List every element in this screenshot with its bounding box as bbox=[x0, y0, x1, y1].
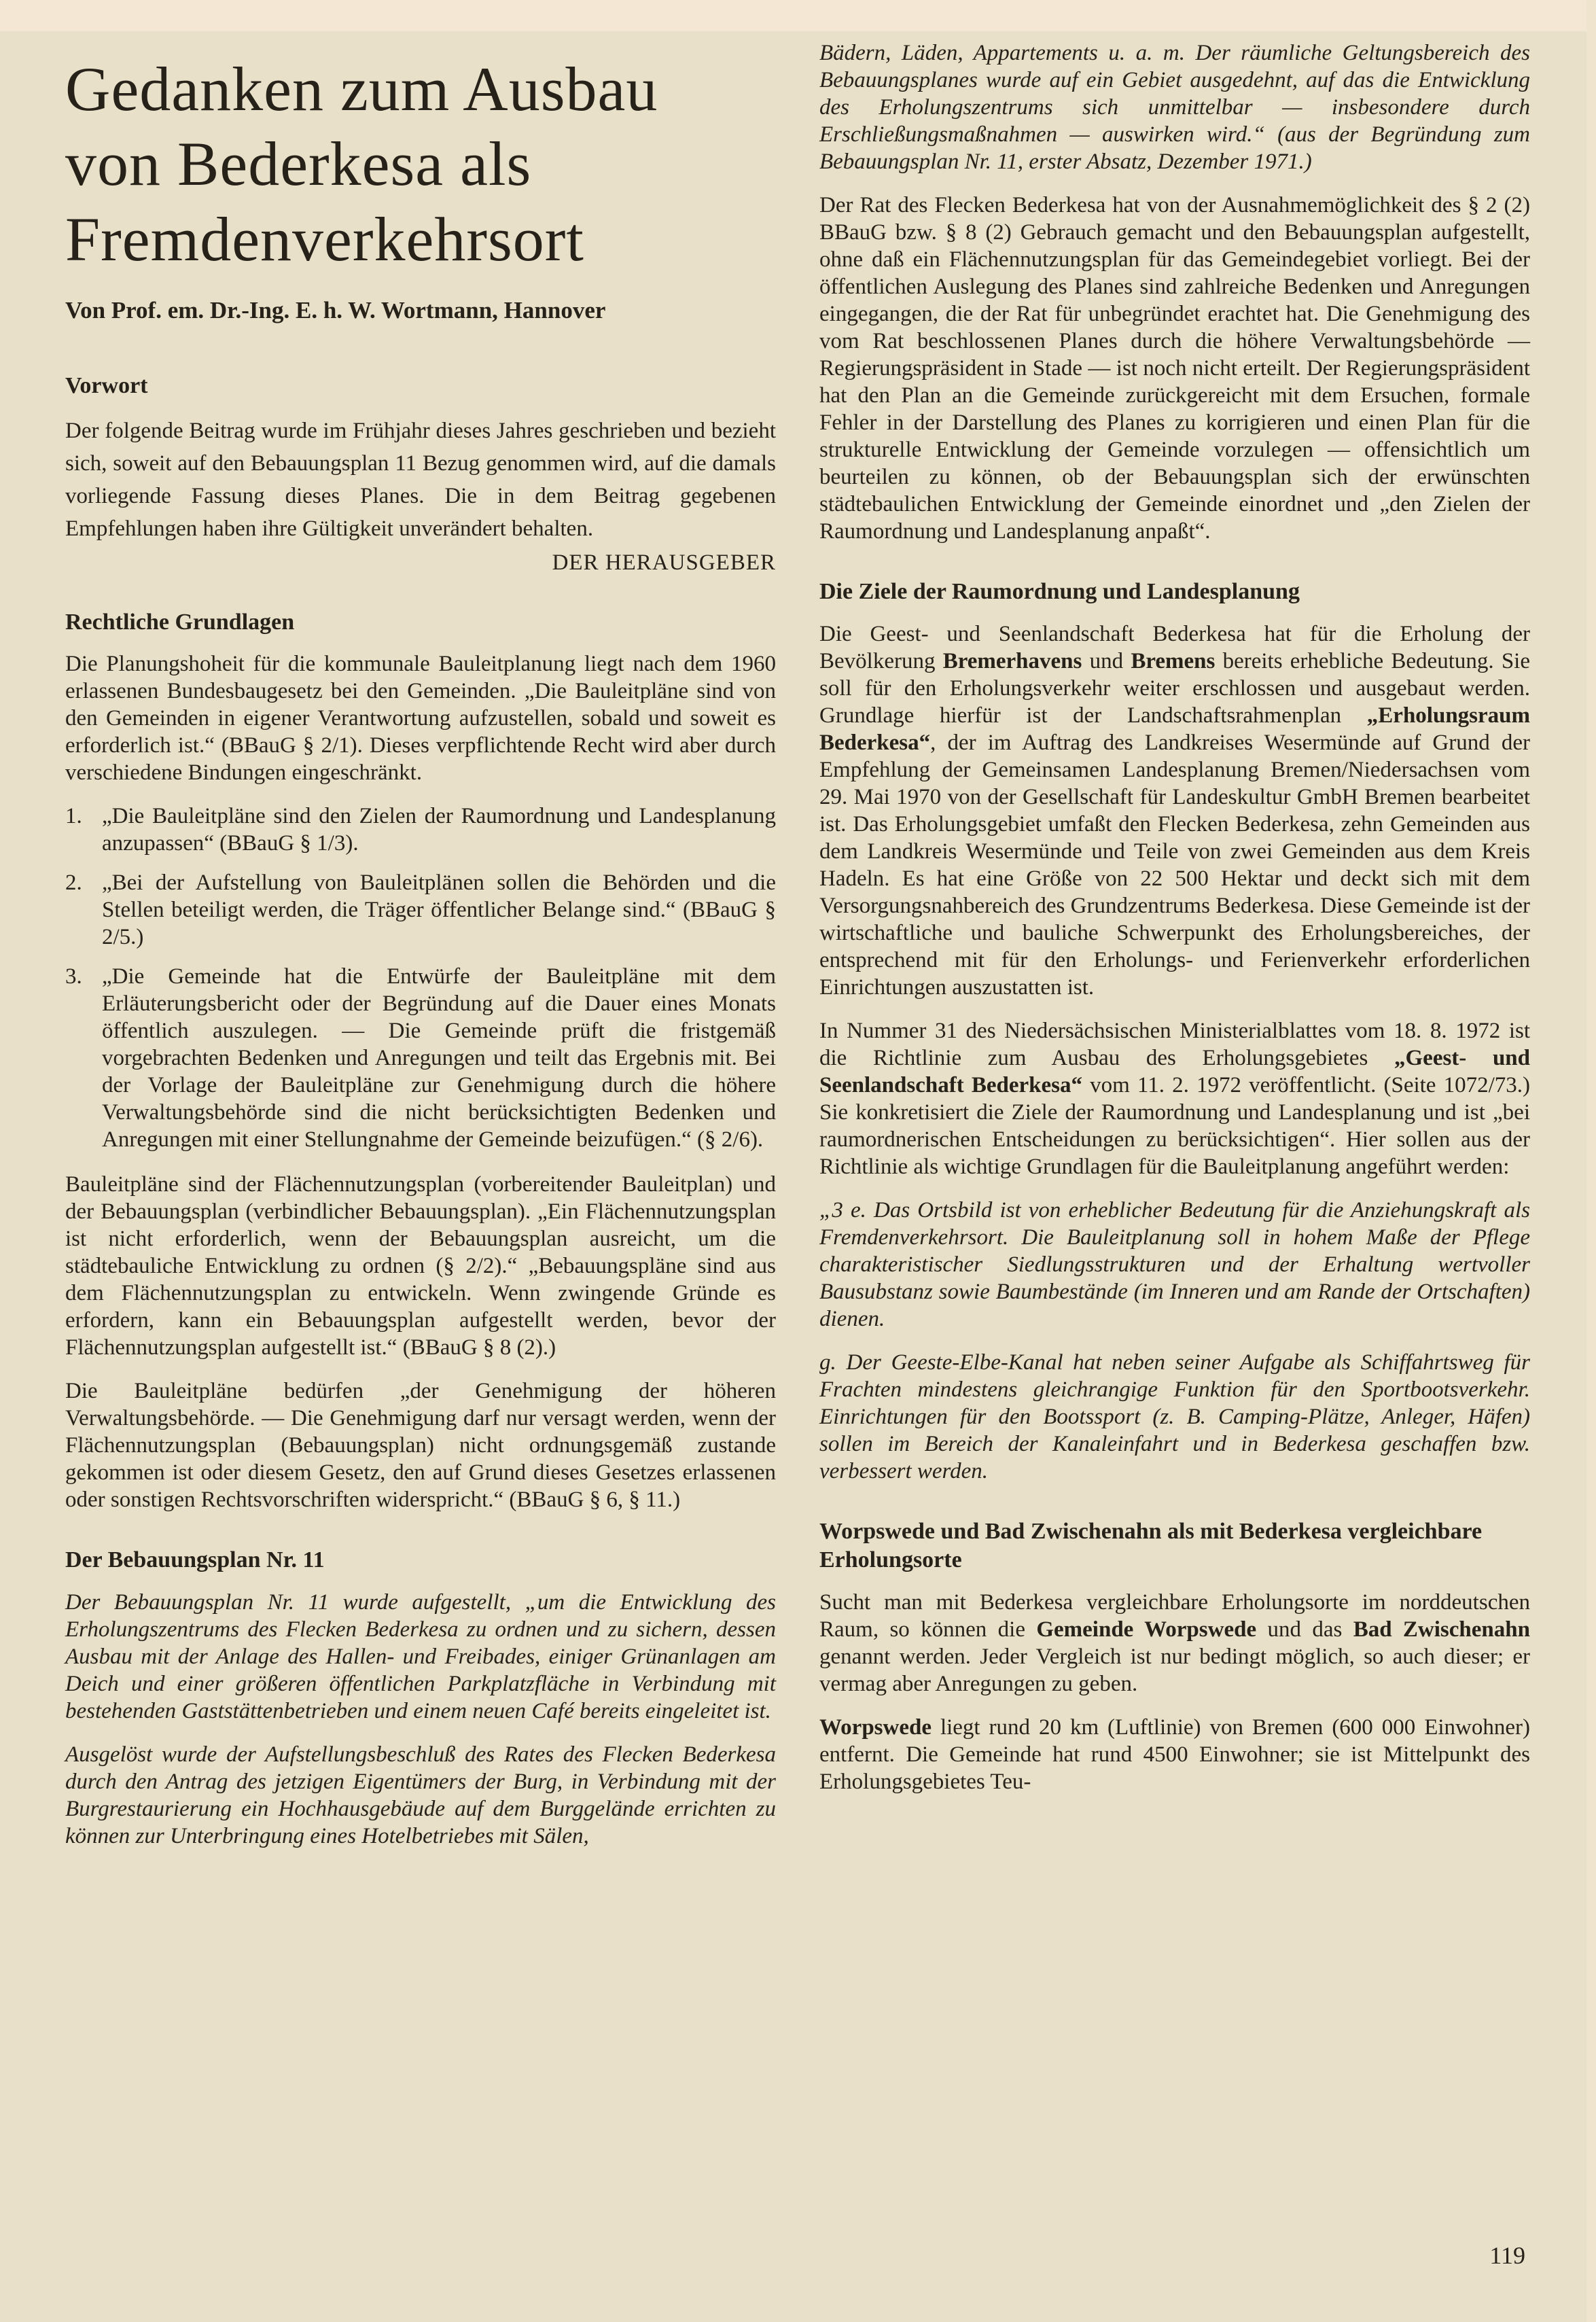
vergleich-paragraph-2 bbox=[819, 1714, 1530, 1795]
emphasized-text-segment: Gemeinde Worpswede bbox=[1036, 1617, 1257, 1642]
bebauungsplan-paragraph-2: Ausgelöst wurde der Aufstellungsbeschluß des Rates des Flecken Bederkesa durch den Antrag des jetzigen Eigentümers der Burg, in Verbindung mit der Burgrestaurierung ein Hochhausgebäude auf dem Burggelände errichten zu können zur Unterbringung eines Hotelbetriebes mit Sälen, bbox=[65, 1742, 776, 1848]
genehmigung-paragraph: Die Bauleitpläne bedürfen „der Genehmigung der höheren Verwaltungsbehörde. — Die Genehmigung darf nur versagt werden, wenn der Flächennutzungsplan (Bebauungsplan) nicht ordnungsgemäß zustande gekommen ist oder diesem Gesetz, den auf Grund dieses Gesetzes erlassenen oder sonstigen Rechtsvorschriften widerspricht.“ (BBauG § 6, § 11.) bbox=[65, 1379, 776, 1513]
richtlinie-quote-g: g. Der Geeste-Elbe-Kanal hat neben seiner Aufgabe als Schiffahrtsweg für Frachten mindestens gleichrangige Funktion für den Sportbootsverkehr. Einrichtungen für den Bootssport (z. B. Camping-Plätze, Anleger, Häfen) sollen im Bereich der Kanaleinfahrt und in Bederkesa geschaffen bzw. verbessert werden. bbox=[819, 1350, 1530, 1483]
page-top-edge bbox=[0, 0, 1596, 31]
text-segment: Die Geest- und Seenlandschaft Bederkesa hat für die Erholung der Bevölkerung bbox=[819, 621, 1530, 673]
text-segment: und das bbox=[1256, 1617, 1353, 1642]
text-segment: und bbox=[1082, 648, 1131, 673]
text-segment: bereits erhebliche Bedeutung. Sie soll für den Erholungsverkehr weiter erschlossen und ausgebaut werden. Grundlage hierfür ist der Landschaftsrahmenplan bbox=[819, 648, 1530, 728]
list-item-2 bbox=[65, 869, 776, 951]
emphasized-text-segment: Worpswede bbox=[819, 1714, 932, 1740]
list-text: „Die Bauleitpläne sind den Zielen der Raumordnung und Landesplanung anzupassen“ (BBauG § 1/3). bbox=[102, 804, 776, 856]
right-column bbox=[819, 39, 1530, 1866]
text-segment: liegt rund 20 km (Luftlinie) von Bremen (600 000 Einwohner) entfernt. Die Gemeinde hat rund 4500 Einwohner; sie ist Mittelpunkt des Erholungsgebietes Teu- bbox=[819, 1714, 1530, 1794]
bebauungsplan-paragraph-1: Der Bebauungsplan Nr. 11 wurde aufgestellt, „um die Entwicklung des Erholungszentrums des Flecken Bederkesa zu ordnen und zu sichern, dessen Ausbau mit der Anlage des Hallen- und Freibades, einiger Grünanlagen am Deich und einer größeren öffentlichen Parkplatzfläche in Verbindung mit bestehenden Gaststättenbetrieben und einem neuen Café bereits eingeleitet ist. bbox=[65, 1589, 776, 1723]
emphasized-text-segment: „Erholungsraum Bederkesa“ bbox=[819, 703, 1530, 755]
text-segment: In Nummer 31 des Niedersächsischen Ministerialblattes vom 18. 8. 1972 ist die Richtlinie zum Ausbau des Erholungsgebietes bbox=[819, 1018, 1530, 1070]
list-number: 2. bbox=[65, 870, 82, 896]
vergleich-paragraph-1 bbox=[819, 1589, 1530, 1697]
emphasized-text-segment: Bremens bbox=[1131, 648, 1216, 673]
emphasized-text-segment: Bad Zwischenahn bbox=[1353, 1617, 1530, 1642]
bauleitplaene-paragraph: Bauleitpläne sind der Flächennutzungsplan (vorbereitender Bauleitplan) und der Bebauungsplan (verbindlicher Bebauungsplan). „Ein Flächennutzungsplan ist nicht erforderlich, wenn der Bebauungsplan ausreicht, um die städtebauliche Entwicklung zu ordnen (§ 2/2).“ „Bebauungspläne sind aus dem Flächennutzungsplan zu entwickeln. Wenn zwingende Gründe es erfordern, kann ein Bebauungsplan aufgestellt werden, bevor der Flächennutzungsplan aufgestellt ist.“ (BBauG § 8 (2).) bbox=[65, 1172, 776, 1360]
list-number: 1. bbox=[65, 804, 82, 829]
left-column bbox=[65, 39, 776, 1866]
list-item-1 bbox=[65, 803, 776, 857]
grundlagen-intro-paragraph: Die Planungshoheit für die kommunale Bauleitplanung liegt nach dem 1960 erlassenen Bundesbaugesetz bei den Gemeinden. „Die Bauleitpläne sind von den Gemeinden in eigener Verantwortung aufzustellen, sobald und soweit es erforderlich ist.“ (BBauG § 2/1). Dieses verpflichtende Recht wird aber durch verschiedene Bindungen eingeschränkt. bbox=[65, 652, 776, 786]
section-heading-ziele: Die Ziele der Raumordnung und Landesplanung bbox=[819, 579, 1300, 604]
emphasized-text-segment: „Geest- und Seenlandschaft Bederkesa“ bbox=[819, 1045, 1531, 1097]
section-heading-worpswede-vergleich: Worpswede und Bad Zwischenahn als mit Bederkesa vergleichbare Erholungsorte bbox=[819, 1518, 1483, 1572]
bebauungsplan-continuation-paragraph: Bädern, Läden, Appartements u. a. m. Der räumliche Geltungsbereich des Bebauungsplanes wurde auf ein Gebiet ausgedehnt, auf das die Entwicklung des Erholungszentrums sich unmittelbar — insbesondere durch Erschließungsmaßnahmen — auswirken wird.“ (aus der Begründung zum Bebauungsplan Nr. 11, erster Absatz, Dezember 1971.) bbox=[819, 41, 1530, 174]
richtlinie-quote-3e: „3 e. Das Ortsbild ist von erheblicher Bedeutung für die Anziehungskraft als Fremdenverkehrsort. Die Bauleitplanung soll in hohem Maße der Pflege charakteristischer Siedlungsstrukturen und der Erhaltung wertvoller Bausubstanz sowie Baumbestände (im Inneren und am Rande der Ortschaften) dienen. bbox=[819, 1197, 1530, 1331]
list-number: 3. bbox=[65, 964, 82, 989]
text-segment: genannt werden. Jeder Vergleich ist nur bedingt möglich, so auch dieser; er vermag aber Anregungen zu geben. bbox=[819, 1644, 1530, 1696]
list-text: „Die Gemeinde hat die Entwürfe der Bauleitpläne mit dem Erläuterungsbericht oder der Begründung auf die Dauer eines Monats öffentlich auszulegen. — Die Gemeinde prüft die fristgemäß vorgebrachten Bedenken und Anregungen und teilt das Ergebnis mit. Bei der Vorlage der Bauleitpläne zur Genehmigung durch die höhere Verwaltungsbehörde sind die nicht berücksichtigten Bedenken und Anregungen mit einer Stellungnahme der Gemeinde beizufügen.“ (§ 2/6). bbox=[102, 964, 776, 1153]
emphasized-text-segment: Bremerhavens bbox=[942, 648, 1082, 673]
herausgeber-signoff: DER HERAUSGEBER bbox=[552, 550, 776, 575]
text-segment: , der im Auftrag des Landkreises Wesermünde auf Grund der Empfehlung der Gemeinsamen Landesplanung Bremen/Niedersachsen vom 29. Mai 1970 von der Gesellschaft für Landeskultur GmbH Bremen bearbeitet ist. Das Erholungsgebiet umfaßt den Flecken Bederkesa, zehn Gemeinden aus dem Landkreis Wesermünde und Teile von zwei Gemeinden aus dem Kreis Hadeln. Es hat eine Größe von 22 500 Hektar und deckt sich mit dem Versorgungsnahbereich des Grundzentrums Bederkesa. Diese Gemeinde ist der wirtschaftliche und bauliche Schwerpunkt des Erholungsbereiches, der entsprechend mit für den Erholungs- und Ferienverkehr erforderlichen Einrichtungen auszustatten ist. bbox=[819, 730, 1530, 1000]
grundlagen-numbered-list bbox=[65, 803, 776, 1153]
title-line-1: Gedanken zum Ausbau bbox=[65, 54, 658, 124]
article-title bbox=[65, 52, 776, 277]
list-item-3 bbox=[65, 963, 776, 1153]
ziele-paragraph-1 bbox=[819, 620, 1530, 1001]
article-columns bbox=[65, 39, 1530, 1866]
title-line-3: Fremdenverkehrsort bbox=[65, 204, 584, 274]
article-byline: Von Prof. em. Dr.-Ing. E. h. W. Wortmann, Hannover bbox=[65, 297, 606, 324]
ziele-paragraph-2 bbox=[819, 1017, 1530, 1180]
text-segment: Sucht man mit Bederkesa vergleichbare Erholungsorte im norddeutschen Raum, so können die bbox=[819, 1589, 1530, 1642]
text-segment: vom 11. 2. 1972 veröffentlicht. (Seite 1072/73.) Sie konkretisiert die Ziele der Raumordnung und Landesplanung und ist „bei raumordnerischen Entscheidungen zu berücksichtigen“. Hier sollen aus der Richtlinie als wichtige Grundlagen für die Bauleitplanung angeführt werden: bbox=[819, 1072, 1531, 1179]
section-heading-rechtliche-grundlagen: Rechtliche Grundlagen bbox=[65, 609, 295, 635]
vorwort-paragraph: Der folgende Beitrag wurde im Frühjahr dieses Jahres geschrieben und bezieht sich, soweit auf den Bebauungsplan 11 Bezug genommen wird, auf die damals vorliegende Fassung dieses Planes. Die in dem Beitrag gegebenen Empfehlungen haben ihre Gültigkeit unverändert behalten. bbox=[65, 418, 776, 541]
section-heading-bebauungsplan-11: Der Bebauungsplan Nr. 11 bbox=[65, 1547, 325, 1573]
section-heading-vorwort: Vorwort bbox=[65, 373, 148, 399]
page-number: 119 bbox=[1489, 2242, 1525, 2269]
page-right-edge bbox=[1586, 0, 1596, 2322]
rat-bederkesa-paragraph: Der Rat des Flecken Bederkesa hat von der Ausnahmemöglichkeit des § 2 (2) BBauG bzw. § 8 (2) Gebrauch gemacht und den Bebauungsplan aufgestellt, ohne daß ein Flächennutzungsplan für das Gemeindegebiet vorliegt. Bei der öffentlichen Auslegung des Planes sind zahlreiche Bedenken und Anregungen eingegangen, die der Rat für unbegründet erachtet hat. Die Genehmigung des vom Rat beschlossenen Planes durch die höhere Verwaltungsbehörde — Regierungspräsident in Stade — ist noch nicht erteilt. Der Regierungspräsident hat den Plan an die Gemeinde zurückgereicht mit dem Ersuchen, formale Fehler in der Darstellung des Planes zu korrigieren und einen Plan für die strukturelle Entwicklung der Gemeinde vorzulegen — offensichtlich um beurteilen zu können, ob der Bebauungsplan sich der erwünschten städtebaulichen Entwicklung der Gemeinde einordnet und „den Zielen der Raumordnung und Landesplanung anpaßt“. bbox=[819, 193, 1530, 544]
list-text: „Bei der Aufstellung von Bauleitplänen sollen die Behörden und die Stellen beteiligt werden, die Träger öffentlicher Belange sind.“ (BBauG § 2/5.) bbox=[102, 870, 776, 950]
title-line-2: von Bederkesa als bbox=[65, 129, 532, 199]
